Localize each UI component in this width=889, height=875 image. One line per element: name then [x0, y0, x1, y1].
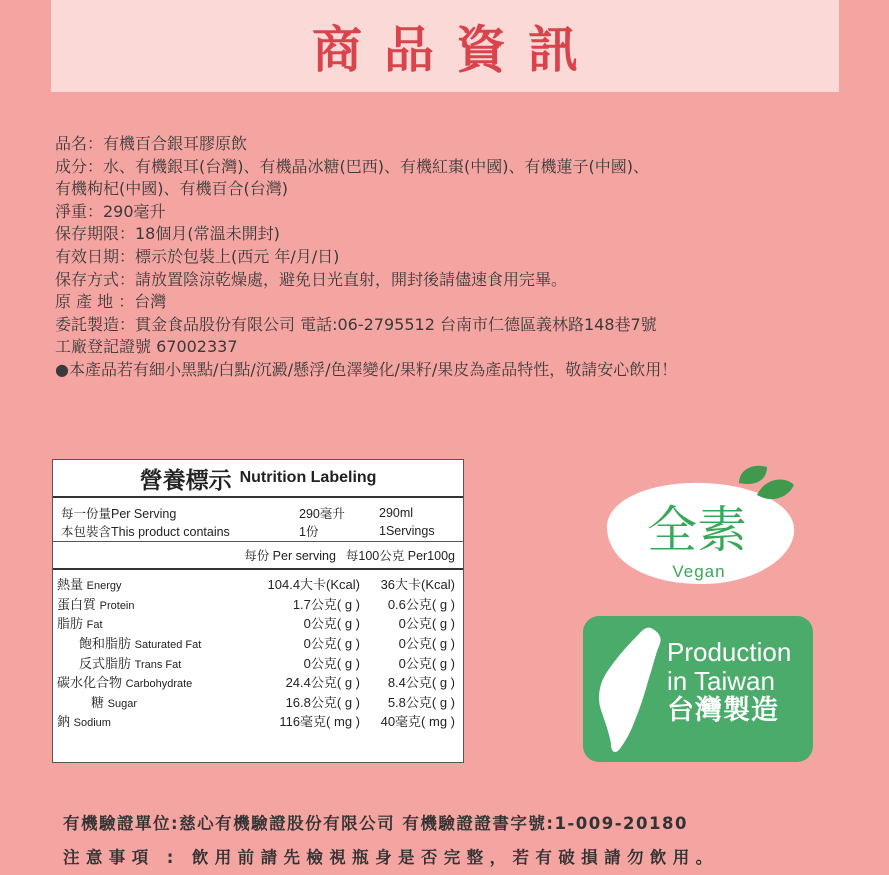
- nutrition-rows: [53, 570, 463, 731]
- nutrient-per-serving: 0公克( g ): [303, 616, 360, 632]
- product-info: [55, 133, 855, 382]
- nutrient-per-100g: 0.6公克( g ): [387, 596, 455, 612]
- nutrition-title-zh: 營養標示: [139, 466, 232, 493]
- nutrient-per-100g: 0公克( g ): [398, 655, 455, 671]
- nutrient-per-100g: 5.8公克( g ): [387, 694, 455, 710]
- nutrient-per-serving: 1.7公克( g ): [292, 596, 360, 612]
- nutrient-name: 熱量: [57, 577, 84, 593]
- serving-size-row: [61, 504, 455, 522]
- nutrient-row-protein: [57, 594, 455, 614]
- info-net-weight: 淨重：290毫升: [55, 201, 166, 221]
- nutrient-per-serving: 104.4大卡(Kcal): [267, 577, 360, 593]
- footer: [63, 807, 719, 875]
- nutrient-name-en: Trans Fat: [134, 658, 182, 671]
- nutrient-row-fat: [57, 613, 455, 633]
- nutrient-name-en: Sugar: [107, 697, 137, 710]
- info-origin: 原 產 地 ：台灣: [55, 292, 167, 312]
- nutrient-row-carbohydrate: [57, 672, 455, 692]
- column-per-serving: 每份 Per serving: [244, 549, 336, 563]
- servings-per-package-label: 本包裝含This product contains: [61, 525, 230, 539]
- nutrient-name-en: Saturated Fat: [134, 639, 202, 652]
- info-shelf-life: 保存期限：18個月(常溫未開封): [55, 224, 280, 244]
- nutrition-title-en: Nutrition Labeling: [239, 469, 377, 486]
- info-ingredients-cont: 有機枸杞(中國)、有機百合(台灣): [55, 179, 288, 199]
- nutrient-name-en: Fat: [86, 619, 103, 632]
- info-expiry: 有效日期：標示於包裝上(西元 年/月/日): [55, 246, 340, 266]
- leaf-icon: [757, 480, 794, 500]
- nutrient-per-serving: 0公克( g ): [303, 636, 360, 652]
- vegan-badge: [589, 463, 809, 593]
- servings-per-package-en: 1Servings: [379, 524, 435, 538]
- nutrient-per-serving: 16.8公克( g ): [285, 694, 360, 710]
- nutrient-row-sugar: [57, 692, 455, 712]
- nutrient-name: 反式脂肪: [79, 655, 132, 671]
- banner-title: 商品資訊: [312, 20, 600, 79]
- nutrient-name: 飽和脂肪: [79, 636, 132, 652]
- taiwan-badge-line1: Production: [667, 637, 792, 667]
- serving-info: [53, 498, 463, 542]
- vegan-en-text: Vegan: [672, 562, 726, 581]
- nutrient-name-en: Energy: [86, 580, 122, 593]
- organic-certification: 有機驗證單位:慈心有機驗證股份有限公司 有機驗證證書字號:1-009-20180: [63, 814, 688, 833]
- nutrient-name-en: Sodium: [73, 717, 111, 730]
- nutrition-label: [52, 459, 464, 763]
- nutrient-name: 蛋白質: [57, 596, 97, 612]
- serving-size-value: 290毫升: [299, 507, 345, 521]
- info-product-name: 品名：有機百合銀耳膠原飲: [55, 134, 248, 153]
- info-storage: 保存方式：請放置陰涼乾燥處，避免日光直射，開封後請儘速食用完畢。: [55, 269, 568, 289]
- nutrient-name: 鈉: [57, 714, 71, 730]
- nutrient-row-sodium: [57, 711, 455, 731]
- taiwan-badge-line2: in Taiwan: [667, 666, 775, 696]
- nutrient-per-serving: 116毫克( mg ): [279, 714, 360, 730]
- nutrient-name-en: Carbohydrate: [125, 678, 193, 691]
- servings-per-package-row: [61, 522, 455, 540]
- nutrient-row-energy: [57, 574, 455, 594]
- leaf-icon: [739, 466, 767, 484]
- production-in-taiwan-badge: [583, 616, 813, 762]
- taiwan-badge-text: [667, 638, 791, 725]
- nutrient-per-100g: 8.4公克( g ): [387, 675, 455, 691]
- taiwan-map-icon: [593, 624, 665, 756]
- nutrient-per-100g: 0公克( g ): [398, 616, 455, 632]
- consumption-notice: 注意事項 : 飲用前請先檢視瓶身是否完整，若有破損請勿飲用。: [63, 848, 719, 867]
- serving-size-label: 每一份量Per Serving: [61, 507, 177, 521]
- info-factory-registration: 工廠登記證號 67002337: [55, 337, 238, 357]
- nutrient-per-serving: 24.4公克( g ): [285, 675, 360, 691]
- nutrient-per-100g: 40毫克( mg ): [380, 714, 455, 730]
- nutrient-per-100g: 0公克( g ): [398, 636, 455, 652]
- nutrient-name-en: Protein: [99, 599, 135, 612]
- nutrient-name: 糖: [91, 694, 105, 710]
- serving-size-ml: 290ml: [379, 506, 414, 520]
- info-ingredients: 成分：水、有機銀耳(台灣)、有機晶冰糖(巴西)、有機紅棗(中國)、有機蓮子(中國)、: [55, 156, 649, 176]
- column-per-100g: 每100公克 Per100g: [345, 549, 455, 563]
- nutrient-per-serving: 0公克( g ): [303, 655, 360, 671]
- nutrient-row-saturated-fat: [57, 633, 455, 653]
- vegan-zh-text: 全素: [647, 502, 747, 558]
- nutrient-name: 碳水化合物: [57, 675, 123, 691]
- servings-per-package-value: 1份: [299, 525, 319, 539]
- title-banner: [51, 0, 839, 92]
- nutrient-name: 脂肪: [57, 616, 84, 632]
- vegan-badge-graphic: [589, 463, 809, 593]
- nutrition-title: [53, 460, 463, 498]
- nutrient-per-100g: 36大卡(Kcal): [380, 577, 455, 593]
- taiwan-badge-line3: 台灣製造: [667, 695, 779, 725]
- info-manufacturer: 委託製造：貫金食品股份有限公司 電話:06-2795512 台南市仁德區義林路148巷7號: [55, 314, 657, 334]
- nutrient-row-trans-fat: [57, 652, 455, 672]
- nutrition-column-header: [53, 542, 463, 570]
- info-product-note: ●本產品若有細小黑點/白點/沉澱/懸浮/色澤變化/果籽/果皮為產品特性，敬請安心飲用！: [55, 359, 678, 379]
